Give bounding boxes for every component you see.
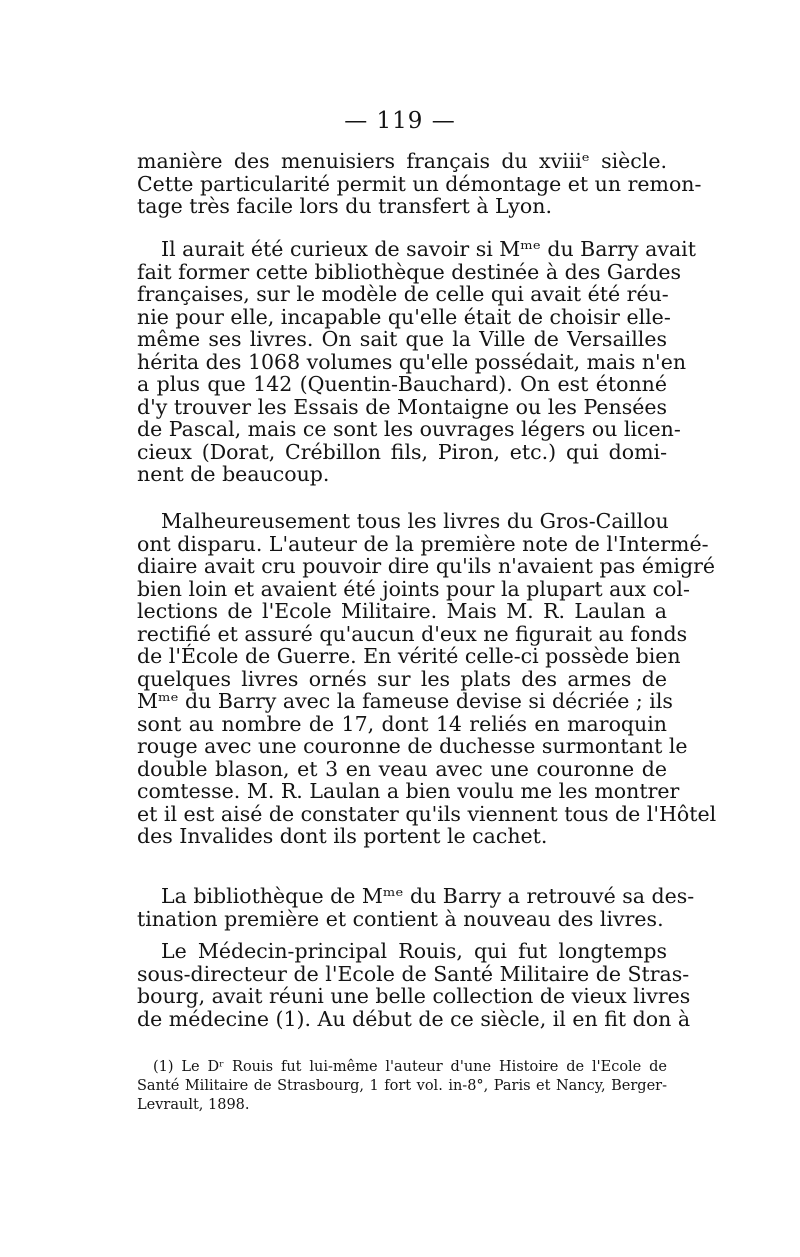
- text-line: quelques livres ornés sur les plats des armes de: [137, 666, 667, 691]
- paragraph-3: [137, 509, 717, 848]
- text-line: hérita des 1068 volumes qu'elle possédait, mais n'en: [137, 349, 687, 374]
- footnote: [137, 1058, 667, 1115]
- text-line: françaises, sur le modèle de celle qui avait été réu-: [137, 282, 669, 306]
- text-line: sont au nombre de 17, dont 14 reliés en maroquin: [137, 711, 667, 736]
- paragraph-5: [137, 939, 691, 1031]
- paragraph-2: [137, 237, 696, 486]
- text-line: rectifié et assuré qu'aucun d'eux ne figurait au fonds: [137, 621, 688, 646]
- text-line: ont disparu. L'auteur de la première note de l'Intermé-: [137, 531, 709, 556]
- text-line: tage très facile lors du transfert à Lyon.: [137, 194, 552, 218]
- text-line: rouge avec une couronne de duchesse surmontant le: [137, 734, 688, 758]
- text-line: de médecine (1). Au début de ce siècle, il en fit don à: [137, 1006, 691, 1031]
- text-line: a plus que 142 (Quentin-Bauchard). On est étonné: [137, 372, 667, 396]
- text-line: des Invalides dont ils portent le cachet.: [137, 824, 548, 848]
- text-line: tination première et contient à nouveau des livres.: [137, 906, 664, 931]
- text-line: double blason, et 3 en veau avec une couronne de: [137, 756, 667, 781]
- text-line: Malheureusement tous les livres du Gros-Caillou: [161, 509, 669, 533]
- text-line: cieux (Dorat, Crébillon fils, Piron, etc.) qui domi-: [137, 439, 667, 464]
- text-line: Mᵐᵉ du Barry avec la fameuse devise si décriée ; ils: [137, 689, 673, 713]
- text-line: fait former cette bibliothèque destinée à des Gardes: [137, 259, 682, 284]
- text-line: Le Médecin-principal Rouis, qui fut longtemps: [161, 939, 667, 963]
- text-line: manière des menuisiers français du xviiiᵉ siècle.: [137, 149, 667, 173]
- paragraph-1: [137, 149, 702, 218]
- text-line: et il est aisé de constater qu'ils viennent tous de l'Hôtel: [137, 801, 717, 826]
- page-number: — 119 —: [344, 108, 456, 134]
- text-line: sous-directeur de l'Ecole de Santé Militaire de Stras-: [137, 961, 690, 986]
- text-line: lections de l'Ecole Militaire. Mais M. R. Laulan a: [137, 599, 667, 623]
- footnote-line: (1) Le Dʳ Rouis fut lui-même l'auteur d'une Histoire de l'Ecole de: [153, 1059, 667, 1075]
- text-line: bourg, avait réuni une belle collection de vieux livres: [137, 984, 691, 1008]
- paragraph-4: [137, 884, 695, 931]
- text-line: diaire avait cru pouvoir dire qu'ils n'avaient pas émigré: [137, 554, 716, 578]
- footnote-line: Levrault, 1898.: [137, 1097, 250, 1113]
- text-line: même ses livres. On sait que la Ville de Versailles: [137, 327, 667, 351]
- text-line: de Pascal, mais ce sont les ouvrages légers ou licen-: [137, 417, 681, 441]
- text-line: Il aurait été curieux de savoir si Mᵐᵉ du Barry avait: [161, 237, 696, 261]
- text-line: La bibliothèque de Mᵐᵉ du Barry a retrouvé sa des-: [161, 884, 695, 908]
- text-line: bien loin et avaient été joints pour la plupart aux col-: [137, 576, 690, 601]
- text-line: comtesse. M. R. Laulan a bien voulu me les montrer: [137, 779, 680, 803]
- footnote-line: Santé Militaire de Strasbourg, 1 fort vol. in-8°, Paris et Nancy, Berger-: [137, 1078, 667, 1094]
- text-line: nent de beaucoup.: [137, 462, 330, 486]
- text-line: nie pour elle, incapable qu'elle était de choisir elle-: [137, 304, 671, 329]
- text-line: de l'École de Guerre. En vérité celle-ci possède bien: [137, 644, 681, 668]
- text-line: d'y trouver les Essais de Montaigne ou les Pensées: [137, 394, 667, 419]
- text-line: Cette particularité permit un démontage et un remon-: [137, 171, 702, 196]
